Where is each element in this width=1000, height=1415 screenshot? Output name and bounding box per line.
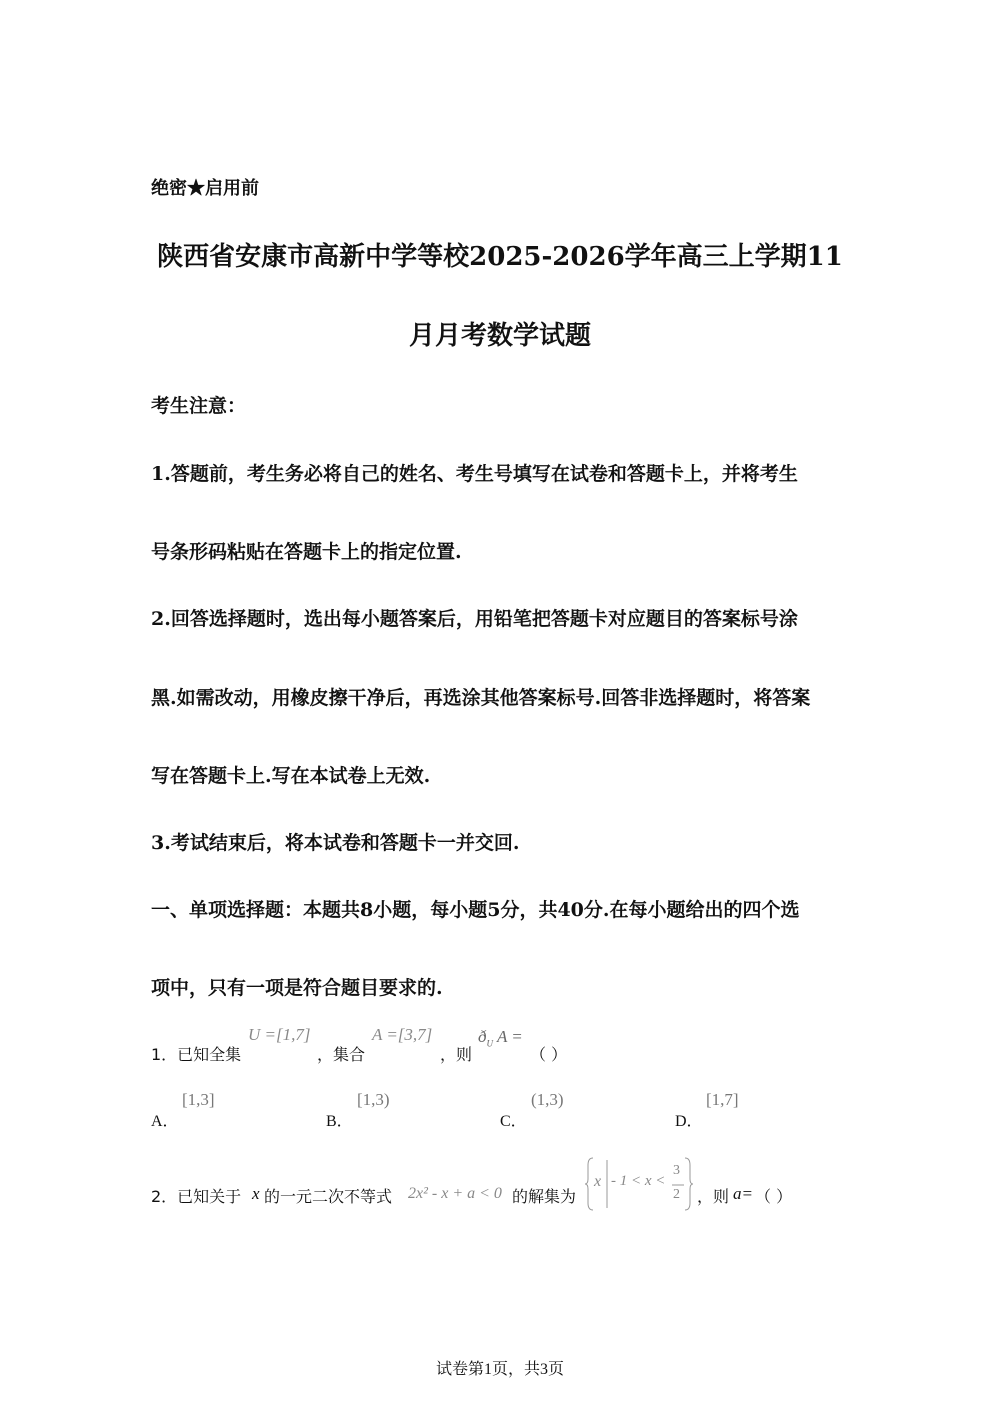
notice-line: 1.答题前，考生务必将自己的姓名、考生号填写在试卷和答题卡上，并将考生 xyxy=(151,463,798,485)
q2-solution-set xyxy=(585,1155,695,1213)
q2-tail-text: ，则 xyxy=(697,1187,730,1206)
q1-options xyxy=(151,1090,851,1130)
notice-line: 2.回答选择题时，选出每小题答案后，用铅笔把答题卡对应题目的答案标号涂 xyxy=(151,608,798,630)
option-value: (1,3) xyxy=(531,1090,564,1109)
q2-inequality: 2x² - x + a < 0 xyxy=(408,1185,502,1202)
q1-prefix: 1．已知全集 xyxy=(151,1045,242,1064)
page-footer: 试卷第1页，共3页 xyxy=(435,1361,564,1378)
secret-label: 绝密★启用前 xyxy=(151,178,259,199)
q1-complement: $ð_U$ A = xyxy=(478,1027,523,1049)
option-value: [1,3) xyxy=(357,1090,390,1109)
q2-mid-text: 的一元二次不等式 xyxy=(264,1187,393,1206)
q1-set-a: A =[3,7] xyxy=(372,1025,433,1044)
option-letter: D． xyxy=(675,1113,703,1130)
q2-answer-paren: （ ） xyxy=(755,1187,793,1206)
option-value: [1,3] xyxy=(182,1090,215,1109)
notice-line: 黑.如需改动，用橡皮擦干净后，再选涂其他答案标号.回答非选择题时，将答案 xyxy=(151,687,811,709)
fraction-denominator: 2 xyxy=(673,1187,680,1202)
q2-prefix: 2．已知关于 xyxy=(151,1187,242,1206)
notice-line: 3.考试结束后，将本试卷和答题卡一并交回. xyxy=(151,832,520,854)
fraction-numerator: 3 xyxy=(673,1163,680,1178)
option-letter: C． xyxy=(500,1113,527,1130)
section-heading-line-1: 一、单项选择题：本题共8小题，每小题5分，共40分.在每小题给出的四个选 xyxy=(151,899,800,921)
option-value: [1,7] xyxy=(706,1090,739,1109)
section-heading-line-2: 项中，只有一项是符合题目要求的. xyxy=(151,977,443,999)
question-2 xyxy=(151,1150,871,1220)
q1-universal-set: U =[1,7] xyxy=(248,1025,311,1044)
q2-a-equals: a= xyxy=(733,1184,753,1203)
notice-line: 写在答题卡上.写在本试卷上无效. xyxy=(151,765,431,787)
option-letter: B． xyxy=(326,1113,353,1130)
set-condition: - 1 < x < xyxy=(611,1173,666,1189)
q1-then-text: ，则 xyxy=(440,1045,473,1064)
set-variable: x xyxy=(594,1173,602,1190)
exam-title-line-1: 陕西省安康市高新中学等校2025-2026学年高三上学期11 xyxy=(157,242,843,272)
notice-heading: 考生注意： xyxy=(151,395,247,417)
option-letter: A． xyxy=(151,1113,179,1130)
notice-line: 号条形码粘贴在答题卡上的指定位置. xyxy=(151,541,462,563)
question-1 xyxy=(151,1025,871,1064)
q1-answer-paren: （ ） xyxy=(530,1045,568,1064)
exam-title-line-2: 月月考数学试题 xyxy=(408,321,591,351)
q2-variable: x xyxy=(252,1184,260,1203)
q1-mid-text: ，集合 xyxy=(317,1045,366,1064)
q2-mid-text-2: 的解集为 xyxy=(512,1187,577,1206)
